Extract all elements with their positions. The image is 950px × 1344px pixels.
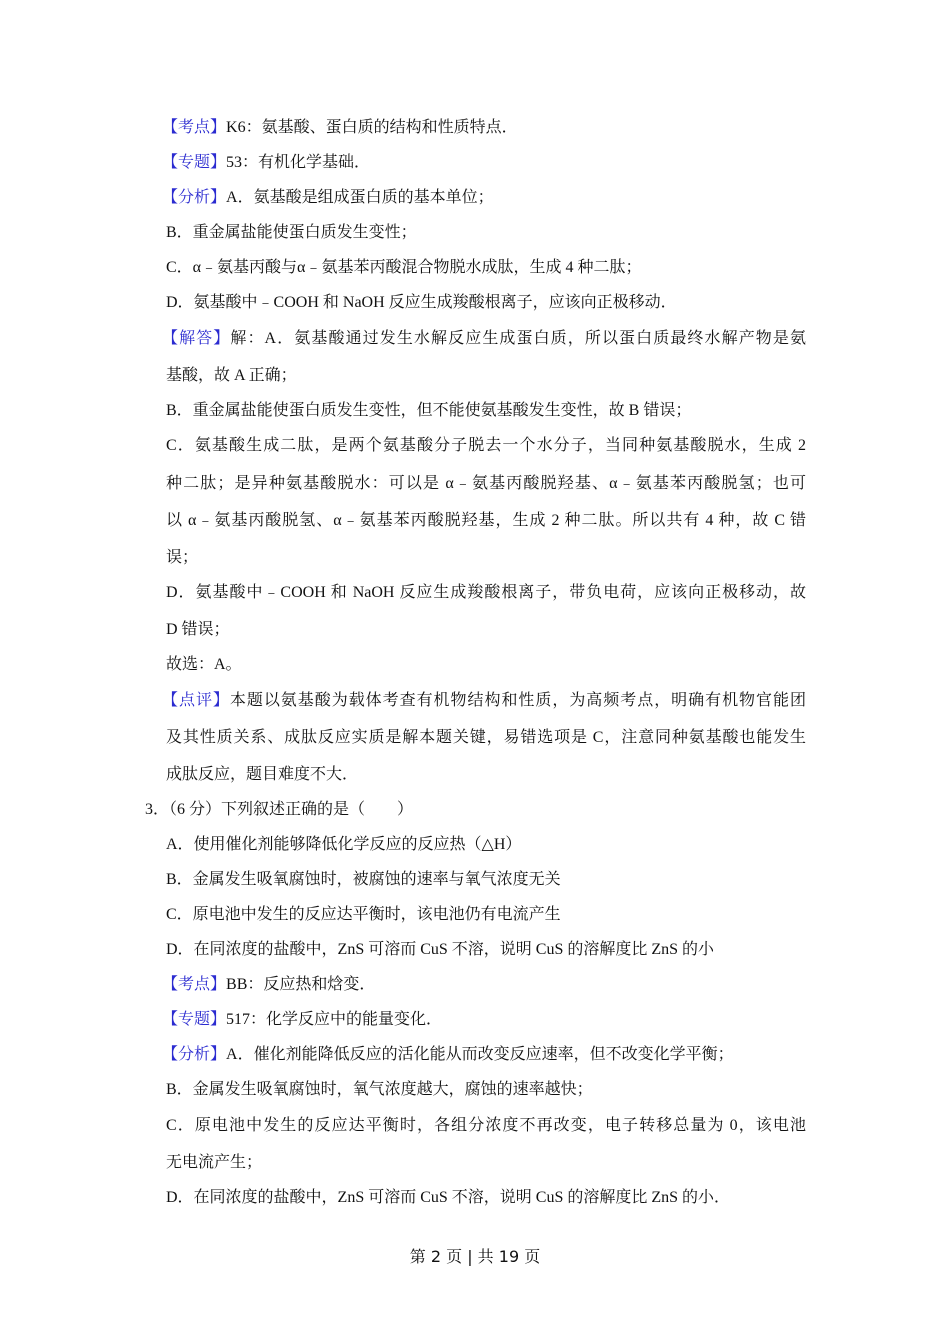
line-text: D．氨基酸中﹣COOH 和 NaOH 反应生成羧酸根离子，应该向正极移动． xyxy=(166,294,677,311)
text-line xyxy=(166,728,806,748)
text-line xyxy=(166,583,806,603)
line-text: B．金属发生吸氧腐蚀时，氧气浓度越大，腐蚀的速率越快； xyxy=(166,1081,593,1098)
text-line xyxy=(166,223,806,243)
section-tag: 【点评】 xyxy=(162,692,230,709)
text-line xyxy=(166,765,806,785)
line-text: C．原电池中发生的反应达平衡时，各组分浓度不再改变，电子转移总量为 0，该电池 xyxy=(166,1117,806,1134)
section-tag: 【解答】 xyxy=(162,330,231,347)
line-text: C．α﹣氨基丙酸与α﹣氨基苯丙酸混合物脱水成肽，生成 4 种二肽； xyxy=(166,259,642,276)
line-text: 成肽反应，题目难度不大． xyxy=(166,766,359,783)
text-line xyxy=(166,474,806,494)
line-text: 3．（6 分）下列叙述正确的是（ ） xyxy=(145,801,414,818)
line-text: C．原电池中发生的反应达平衡时，该电池仍有电流产生 xyxy=(166,906,561,923)
line-text: 517：化学反应中的能量变化． xyxy=(226,1011,443,1028)
text-line xyxy=(162,1010,806,1030)
text-line xyxy=(166,548,806,568)
line-text: D 错误； xyxy=(166,621,230,638)
section-tag: 【分析】 xyxy=(162,189,227,206)
line-text: D．氨基酸中﹣COOH 和 NaOH 反应生成羧酸根离子，带负电荷，应该向正极移动，故 xyxy=(166,584,806,601)
line-text: B．金属发生吸氧腐蚀时，被腐蚀的速率与氧气浓度无关 xyxy=(166,871,561,888)
line-text: 故选：A。 xyxy=(166,656,242,673)
line-text: 种二肽；是异种氨基酸脱水：可以是 α﹣氨基丙酸脱羟基、α﹣氨基苯丙酸脱氢；也可 xyxy=(166,475,806,492)
text-line xyxy=(166,1116,806,1136)
text-line xyxy=(166,1188,806,1208)
text-line xyxy=(166,655,806,675)
line-text: 及其性质关系、成肽反应实质是解本题关键，易错选项是 C，注意同种氨基酸也能发生 xyxy=(166,729,806,746)
section-tag: 【分析】 xyxy=(162,1046,227,1063)
line-text: 解：A．氨基酸通过发生水解反应生成蛋白质，所以蛋白质最终水解产物是氨 xyxy=(230,330,806,347)
text-line xyxy=(166,401,806,421)
text-line xyxy=(166,1153,806,1173)
text-line xyxy=(166,1080,806,1100)
text-line xyxy=(162,329,806,349)
line-text: A．催化剂能降低反应的活化能从而改变反应速率，但不改变化学平衡； xyxy=(226,1046,734,1063)
section-tag: 【考点】 xyxy=(162,976,227,993)
text-line xyxy=(166,511,806,531)
section-tag: 【专题】 xyxy=(162,154,227,171)
section-tag: 【考点】 xyxy=(162,119,227,136)
text-line xyxy=(166,905,806,925)
line-text: D．在同浓度的盐酸中，ZnS 可溶而 CuS 不溶，说明 CuS 的溶解度比 ZnS 的小 xyxy=(166,941,715,958)
line-text: 无电流产生； xyxy=(166,1154,263,1171)
question-stem xyxy=(145,800,785,820)
text-line xyxy=(162,118,806,138)
line-text: C．氨基酸生成二肽，是两个氨基酸分子脱去一个水分子，当同种氨基酸脱水，生成 2 xyxy=(166,437,806,454)
text-line xyxy=(166,870,806,890)
text-line xyxy=(162,691,806,711)
text-line xyxy=(166,620,806,640)
line-text: B．重金属盐能使蛋白质发生变性，但不能使氨基酸发生变性，故 B 错误； xyxy=(166,402,692,419)
text-line xyxy=(162,153,806,173)
text-line xyxy=(162,975,806,995)
line-text: 误； xyxy=(166,549,199,566)
text-line xyxy=(162,1045,806,1065)
line-text: A．使用催化剂能够降低化学反应的反应热（△H） xyxy=(166,836,522,853)
text-line xyxy=(166,835,806,855)
line-text: 以 α﹣氨基丙酸脱氢、α﹣氨基苯丙酸脱羟基，生成 2 种二肽。所以共有 4 种，故 C 错 xyxy=(166,512,806,529)
text-line xyxy=(166,940,806,960)
line-text: B．重金属盐能使蛋白质发生变性； xyxy=(166,224,417,241)
line-text: K6：氨基酸、蛋白质的结构和性质特点． xyxy=(226,119,518,136)
text-line xyxy=(162,188,806,208)
line-text: 53：有机化学基础． xyxy=(226,154,371,171)
line-text: BB：反应热和焓变． xyxy=(226,976,376,993)
line-text: A．氨基酸是组成蛋白质的基本单位； xyxy=(226,189,494,206)
text-line xyxy=(166,258,806,278)
text-line xyxy=(166,436,806,456)
text-line xyxy=(166,366,806,386)
line-text: D．在同浓度的盐酸中，ZnS 可溶而 CuS 不溶，说明 CuS 的溶解度比 ZnS 的小． xyxy=(166,1189,731,1206)
line-text: 本题以氨基酸为载体考查有机物结构和性质，为高频考点，明确有机物官能团 xyxy=(229,692,806,709)
line-text: 基酸，故 A 正确； xyxy=(166,367,297,384)
page-footer: 第 2 页 | 共 19 页 xyxy=(409,1247,541,1266)
section-tag: 【专题】 xyxy=(162,1011,227,1028)
text-line xyxy=(166,293,806,313)
